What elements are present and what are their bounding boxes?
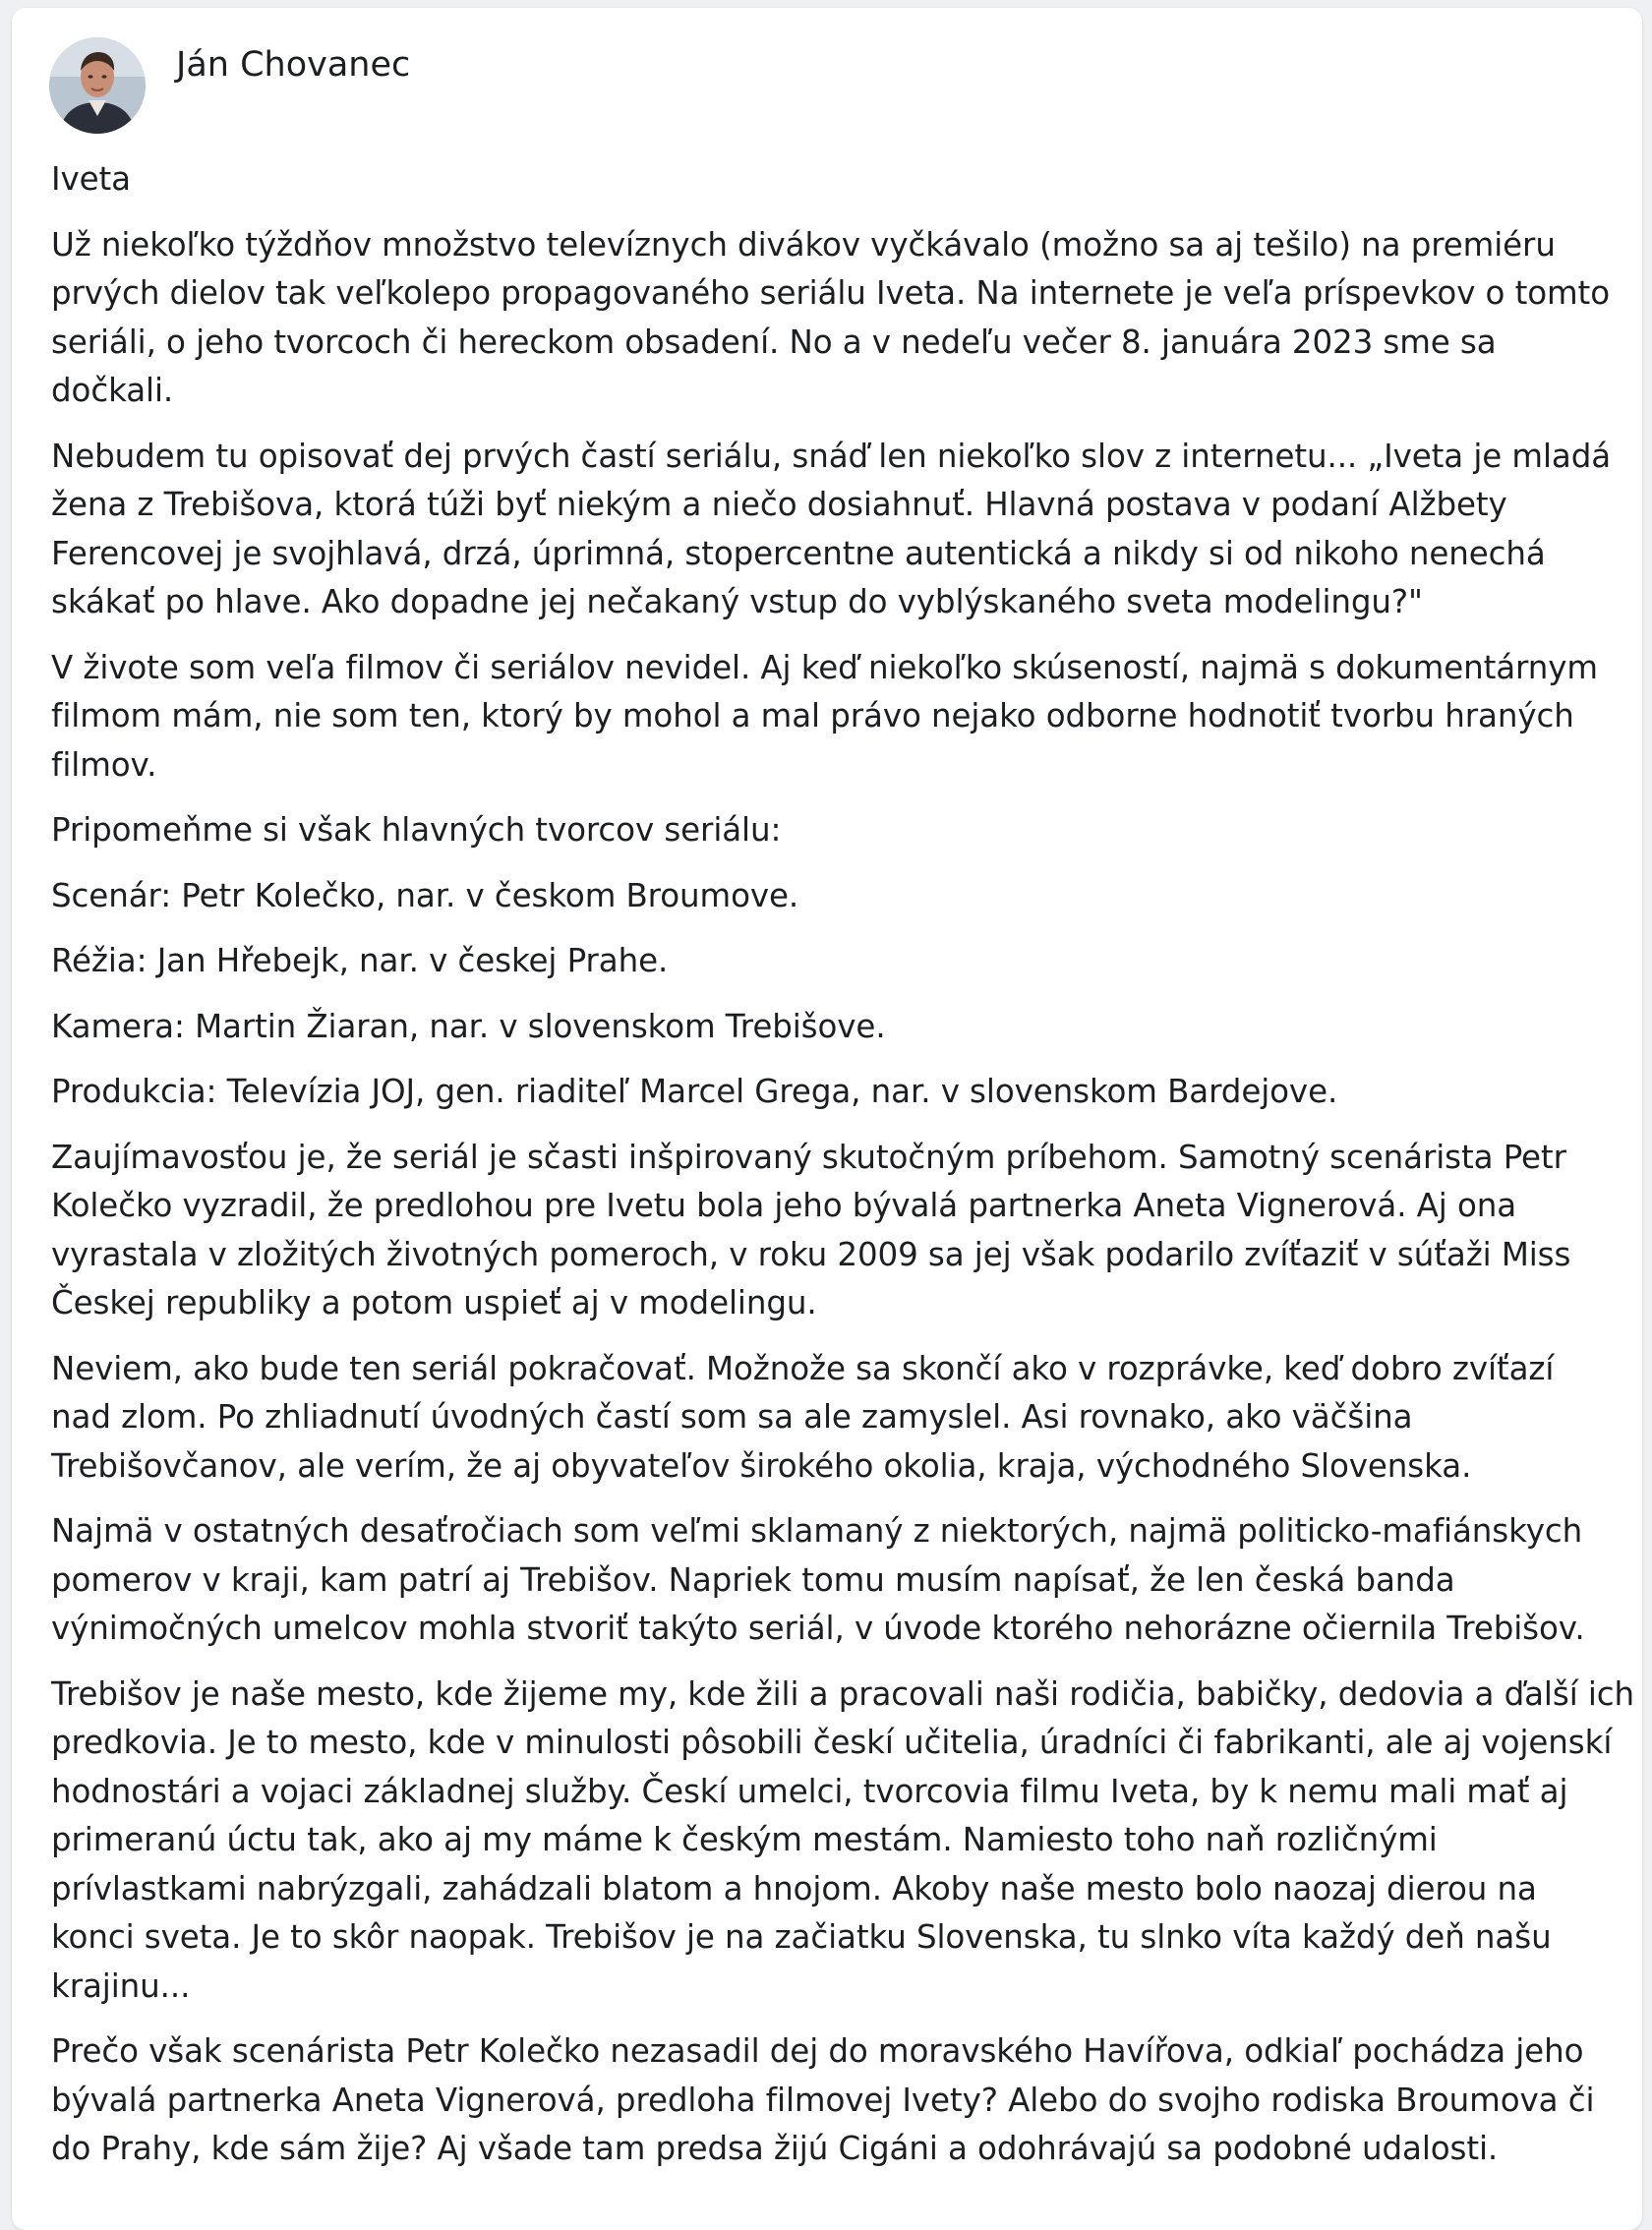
paragraph: Nebudem tu opisovať dej prvých častí seriálu, snáď len niekoľko slov z internetu... „Iveta je mladá žena z Trebišova, ktorá túži byť niekým a niečo dosiahnuť. Hlavná postava v podaní Alžbety Ferencovej je svojhlavá, drzá, úprimná, stopercentne autentická a nikdy si od nikoho nenechá skákať po hlave. Ako dopadne jej nečakaný vstup do vyblýskaného sveta modelingu?" — [51, 437, 1612, 620]
paragraph: Kamera: Martin Žiaran, nar. v slovenskom Trebišove. — [51, 1007, 886, 1045]
author-avatar[interactable] — [49, 37, 146, 134]
paragraph: Scenár: Petr Kolečko, nar. v českom Broumove. — [51, 876, 799, 914]
paragraph: Zaujímavosťou je, že seriál je sčasti inšpirovaný skutočným príbehom. Samotný scenárista Petr Kolečko vyzradil, že predlohou pre Ivetu bola jeho bývalá partnerka Aneta Vignerová. Aj ona vyrastala v zložitých životných pomeroch, v roku 2009 sa jej však podarilo zvíťaziť v súťaži Miss Českej republiky a potom uspieť aj v modelingu. — [51, 1138, 1571, 1321]
post-title: Iveta — [51, 160, 131, 198]
person-photo-icon — [49, 37, 146, 134]
author-name[interactable]: Ján Chovanec — [176, 45, 411, 85]
paragraph: Pripomeňme si však hlavných tvorcov seriálu: — [51, 811, 782, 849]
paragraph: Neviem, ako bude ten seriál pokračovať. Možnože sa skončí ako v rozprávke, keď dobro zvíťazí nad zlom. Po zhliadnutí úvodných častí som sa ale zamyslel. Asi rovnako, ako väčšina Trebišovčanov, ale verím, že aj obyvateľov širokého okolia, kraja, východného Slovenska. — [51, 1349, 1555, 1485]
post-body — [51, 155, 1634, 2191]
paragraph: Už niekoľko týždňov množstvo televíznych divákov vyčkávalo (možno sa aj tešilo) na premiéru prvých dielov tak veľkolepo propagovaného seriálu Iveta. Na internete je veľa príspevkov o tomto seriáli, o jeho tvorcoch či hereckom obsadení. No a v nedeľu večer 8. januára 2023 sme sa dočkali. — [51, 225, 1610, 409]
paragraph: Najmä v ostatných desaťročiach som veľmi sklamaný z niektorých, najmä politicko-mafiánskych pomerov v kraji, kam patrí aj Trebišov. Napriek tomu musím napísať, že len česká banda výnimočných umelcov mohla stvoriť takýto seriál, v úvode ktorého nehorázne očiernila Trebišov. — [51, 1512, 1585, 1647]
paragraph: Prečo však scenárista Petr Kolečko nezasadil dej do moravského Havířova, odkiaľ pochádza jeho bývalá partnerka Aneta Vignerová, predloha filmovej Ivety? Alebo do svojho rodiska Broumova či do Prahy, kde sám žije? Aj všade tam predsa žijú Cigáni a odohrávajú sa podobné udalosti. — [51, 2032, 1595, 2167]
post-card — [12, 8, 1642, 2230]
paragraph: Trebišov je naše mesto, kde žijeme my, kde žili a pracovali naši rodičia, babičky, dedovia a ďalší ich predkovia. Je to mesto, kde v minulosti pôsobili českí učitelia, úradníci či fabrikanti, ale aj vojenskí hodnostári a vojaci základnej služby. Českí umelci, tvorcovia filmu Iveta, by k nemu mali mať aj primeranú úctu tak, ako aj my máme k českým mestám. Namiesto toho naň rozličnými prívlastkami nabrýzgali, zahádzali blatom a hnojom. Akoby naše mesto bolo naozaj dierou na konci sveta. Je to skôr naopak. Trebišov je na začiatku Slovenska, tu slnko víta každý deň našu krajinu... — [51, 1674, 1635, 2005]
paragraph: Réžia: Jan Hřebejk, nar. v českej Prahe. — [51, 942, 669, 979]
paragraph: V živote som veľa filmov či seriálov nevidel. Aj keď niekoľko skúseností, najmä s dokumentárnym filmom mám, nie som ten, ktorý by mohol a mal právo nejako odborne hodnotiť tvorbu hraných filmov. — [51, 648, 1598, 784]
paragraph: Produkcia: Televízia JOJ, gen. riaditeľ Marcel Grega, nar. v slovenskom Bardejove. — [51, 1073, 1338, 1110]
